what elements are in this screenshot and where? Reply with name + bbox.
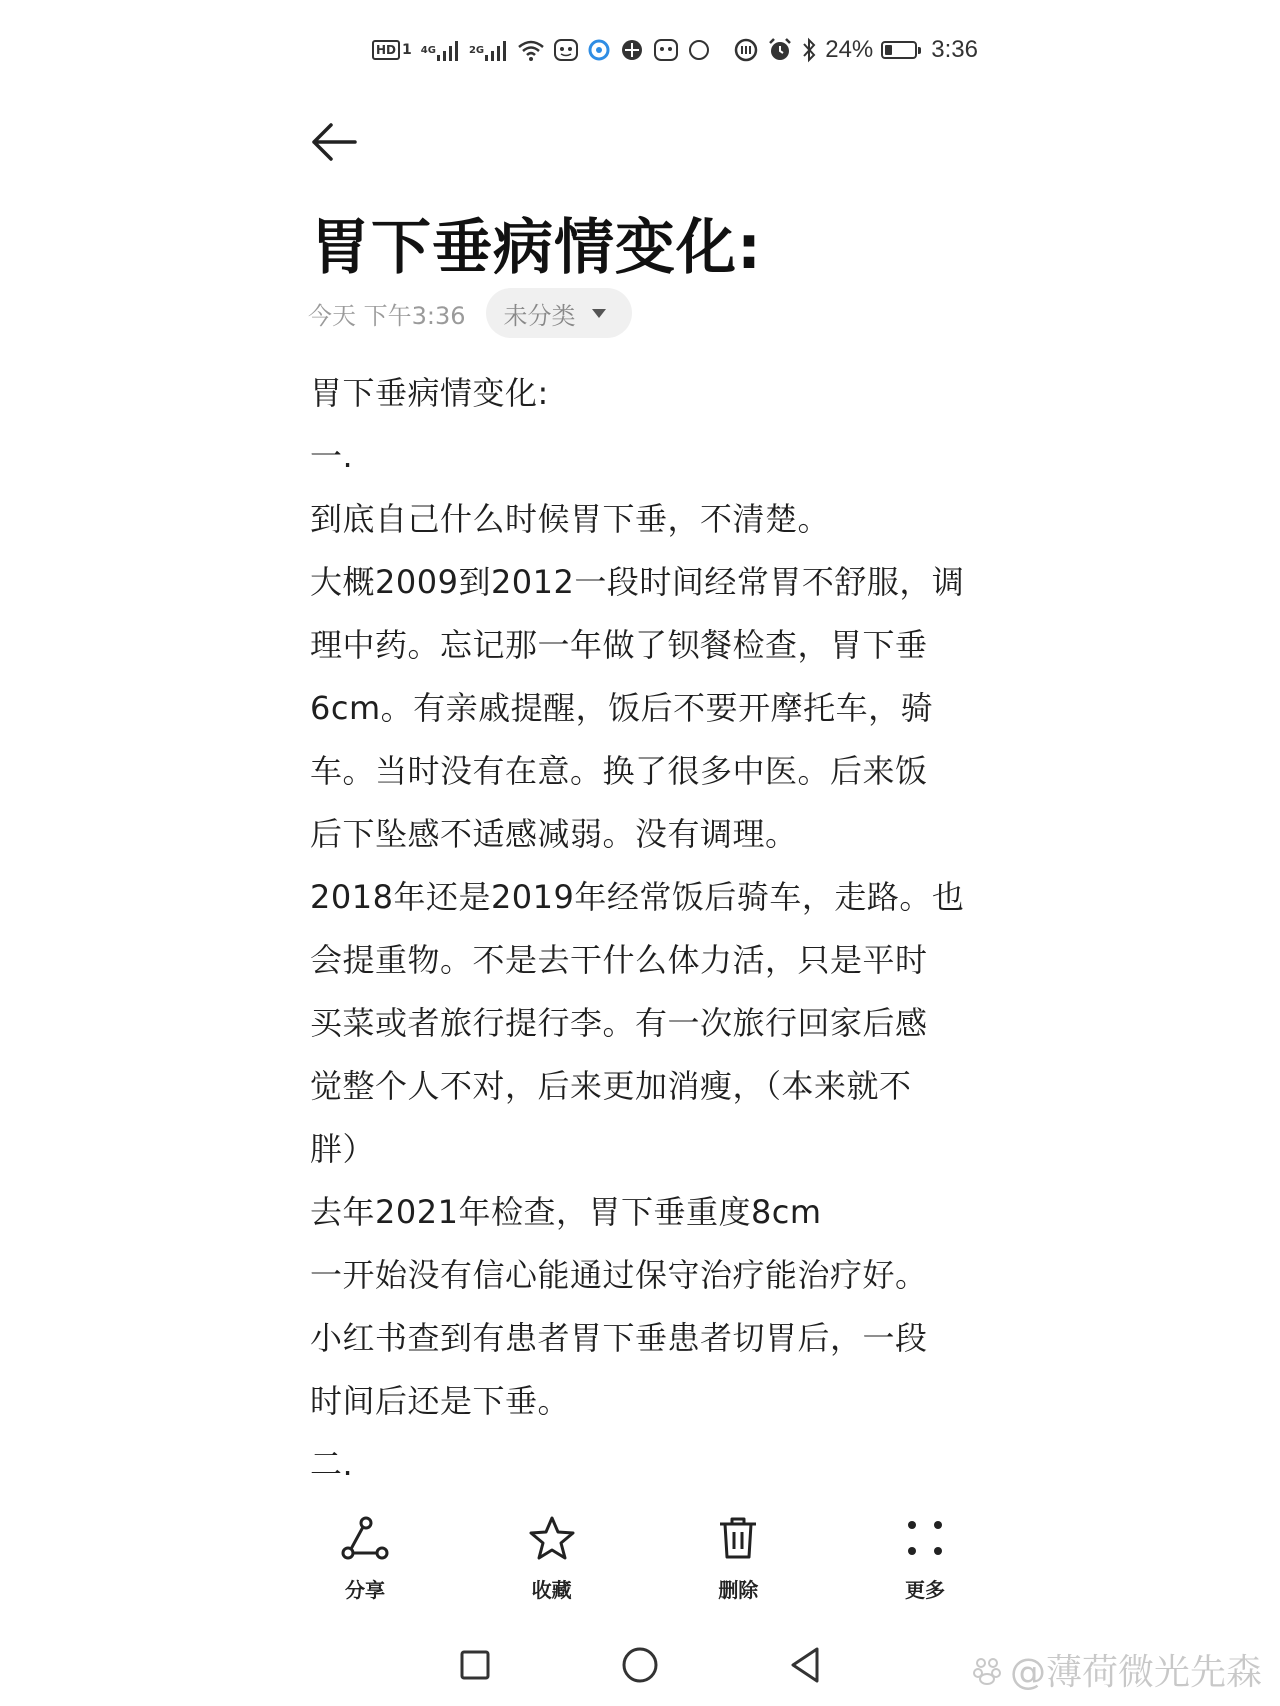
favorite-button[interactable]	[497, 1510, 607, 1620]
back-nav-button[interactable]	[770, 1640, 840, 1690]
note-line: 二.	[310, 1445, 354, 1483]
system-nav-bar	[440, 1640, 840, 1690]
share-icon	[337, 1510, 393, 1566]
square-icon	[458, 1648, 492, 1682]
note-line: 小红书查到有患者胃下垂患者切胃后，一段	[310, 1319, 928, 1357]
circle-icon	[620, 1645, 660, 1685]
note-line: 去年2021年检查，胃下垂重度8cm	[310, 1193, 822, 1231]
note-line: 觉整个人不对，后来更加消瘦，（本来就不	[310, 1067, 912, 1105]
delete-label: 删除	[718, 1578, 759, 1602]
note-line: 车。当时没有在意。换了很多中医。后来饭	[310, 752, 928, 790]
hd-icon	[372, 36, 413, 64]
hd-sim-label: 1	[402, 42, 412, 58]
category-label: 未分类	[503, 301, 576, 330]
app-icon	[587, 36, 611, 64]
more-label: 更多	[904, 1578, 945, 1602]
signal-icon	[421, 36, 461, 64]
delete-button[interactable]	[683, 1510, 793, 1620]
app-icon	[619, 36, 645, 64]
note-line: 到底自己什么时候胃下垂，不清楚。	[310, 500, 831, 538]
status-right	[733, 36, 978, 64]
note-line: 一.	[310, 437, 354, 475]
note-line: 胖）	[310, 1130, 376, 1168]
trash-icon	[710, 1510, 766, 1566]
note-line: 时间后还是下垂。	[310, 1382, 571, 1420]
signal-icon	[469, 36, 509, 64]
note-line: 大概2009到2012一段时间经常胃不舒服，调	[310, 563, 965, 601]
favorite-label: 收藏	[531, 1578, 572, 1602]
category-dropdown[interactable]	[486, 288, 632, 338]
note-line: 胃下垂病情变化:	[310, 374, 549, 412]
bottom-toolbar	[310, 1510, 980, 1620]
signal-bars	[485, 39, 509, 61]
status-left	[372, 36, 711, 64]
note-line: 一开始没有信心能通过保守治疗能治疗好。	[310, 1256, 928, 1294]
bluetooth-icon	[801, 36, 817, 64]
arrow-left-icon	[311, 122, 357, 162]
more-button[interactable]	[870, 1510, 980, 1620]
note-date: 今天 下午3:36	[308, 301, 466, 330]
network-type-label: 4G	[420, 44, 436, 56]
watermark-text: @薄荷微光先森	[1009, 1652, 1262, 1693]
share-label: 分享	[345, 1578, 385, 1602]
share-button[interactable]	[310, 1510, 420, 1620]
watermark-logo-icon	[970, 1653, 1004, 1687]
watermark	[970, 1644, 1262, 1695]
status-bar	[372, 30, 978, 70]
battery-percent: 24%	[825, 36, 874, 63]
caret-down-icon	[592, 309, 606, 318]
app-icon	[733, 36, 759, 64]
battery-icon	[881, 41, 917, 59]
alarm-icon	[767, 36, 793, 64]
app-icon	[653, 36, 679, 64]
app-icon	[553, 36, 579, 64]
note-line: 买菜或者旅行提行李。有一次旅行回家后感	[310, 1004, 928, 1042]
hd-badge: HD	[372, 40, 400, 60]
home-button[interactable]	[605, 1640, 675, 1690]
star-icon	[524, 1510, 580, 1566]
note-line: 2018年还是2019年经常饭后骑车，走路。也	[310, 878, 965, 916]
page-title: 胃下垂病情变化:	[310, 213, 762, 283]
triangle-back-icon	[787, 1645, 823, 1685]
note-line: 后下坠感不适感减弱。没有调理。	[310, 815, 798, 853]
note-body[interactable]	[310, 362, 990, 1506]
note-meta	[308, 288, 632, 338]
circle-icon	[687, 36, 711, 64]
recents-button[interactable]	[440, 1640, 510, 1690]
note-line: 6cm。有亲戚提醒，饭后不要开摩托车，骑	[310, 689, 934, 727]
more-icon	[897, 1510, 953, 1566]
note-line: 理中药。忘记那一年做了钡餐检查，胃下垂	[310, 626, 928, 664]
back-button[interactable]	[306, 114, 362, 170]
note-line: 会提重物。不是去干什么体力活，只是平时	[310, 941, 928, 979]
clock: 3:36	[931, 36, 978, 63]
wifi-icon	[517, 36, 545, 64]
signal-bars	[437, 39, 461, 61]
network-type-label: 2G	[468, 44, 485, 56]
battery-fill	[885, 45, 892, 55]
